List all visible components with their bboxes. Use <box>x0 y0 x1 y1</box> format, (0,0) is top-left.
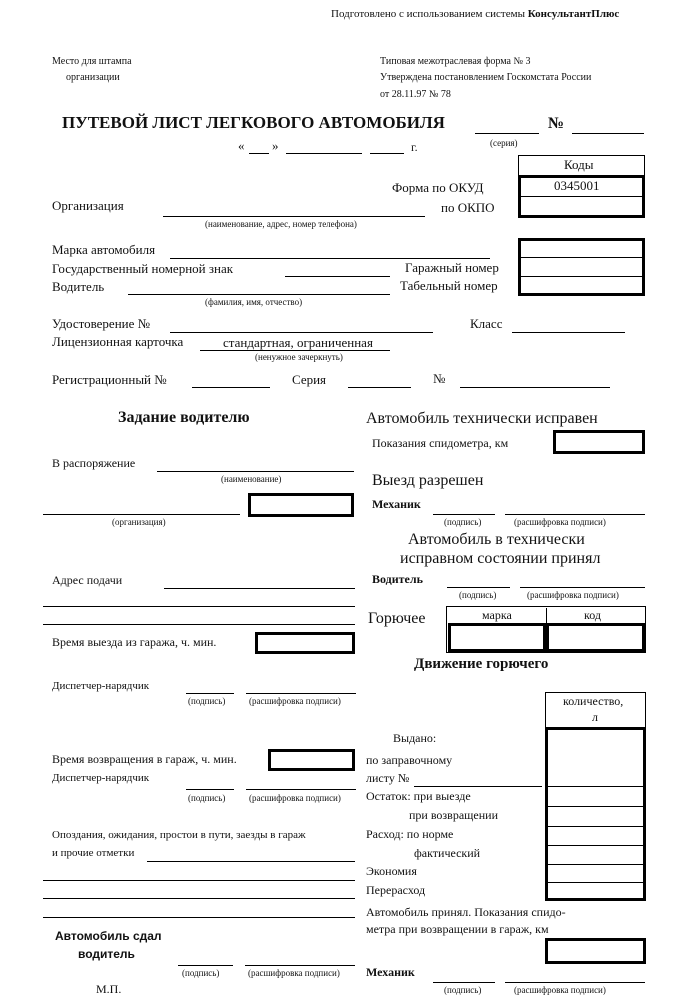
org-task-caption: (организация) <box>112 517 166 527</box>
delays-label-2: и прочие отметки <box>52 847 135 859</box>
accept-driver-sign-caption: (подпись) <box>459 590 497 600</box>
issued-label: Выдано: <box>393 731 437 745</box>
dispatcher-label: Диспетчер-нарядчик <box>52 680 150 692</box>
codes-divider <box>520 196 643 197</box>
month-field[interactable] <box>286 153 362 154</box>
org-field[interactable] <box>163 216 425 217</box>
consultant-brand: КонсультантПлюс <box>527 8 620 20</box>
accept-driver-label: Водитель <box>372 572 423 586</box>
use-actual-label: фактический <box>414 846 481 860</box>
handed-label-2: водитель <box>78 947 135 961</box>
stamp-label-2: организации <box>66 72 120 83</box>
license-card-label: Лицензионная карточка <box>52 334 184 349</box>
disposal-field[interactable] <box>157 471 354 472</box>
okpo-label: по ОКПО <box>441 200 495 215</box>
mechanic2-sign-field[interactable] <box>433 982 495 983</box>
disposal-caption: (наименование) <box>221 474 282 484</box>
license-card-field[interactable] <box>200 350 390 351</box>
quote-open: « <box>238 138 245 153</box>
dispatcher2-sign-caption: (подпись) <box>188 793 226 803</box>
dispatcher2-label: Диспетчер-нарядчик <box>52 772 150 784</box>
dispatcher2-decode-field[interactable] <box>246 789 356 790</box>
mechanic-decode-caption: (расшифровка подписи) <box>514 517 606 527</box>
ok-label: Автомобиль технически исправен <box>366 410 598 427</box>
reg-series-field[interactable] <box>348 387 411 388</box>
reg-number-field[interactable] <box>460 387 610 388</box>
vehicle-codes-divider-1 <box>520 257 643 258</box>
exit-allowed-label: Выезд разрешен <box>372 472 484 489</box>
accepted-label-2: исправном состоянии принял <box>400 550 601 567</box>
fuel-movement-title: Движение горючего <box>414 656 549 672</box>
mechanic-sign-caption: (подпись) <box>444 517 482 527</box>
personnel-no-label: Табельный номер <box>400 278 498 293</box>
plate-field[interactable] <box>285 276 390 277</box>
fuel-brand-cell[interactable] <box>448 623 546 652</box>
license-card-caption: (ненужное зачеркнуть) <box>255 352 343 362</box>
overuse-label: Перерасход <box>366 883 426 897</box>
qty-label-2: л <box>592 710 598 724</box>
qty-label-1: количество, <box>563 694 624 708</box>
okud-value: 0345001 <box>554 178 600 193</box>
remain-return-label: при возвращении <box>409 808 498 822</box>
dispatcher-decode-field[interactable] <box>246 693 356 694</box>
org-task-field[interactable] <box>43 514 240 515</box>
return-odometer-box[interactable] <box>545 938 646 964</box>
fuel-code-cell[interactable] <box>546 623 645 652</box>
economy-label: Экономия <box>366 864 417 878</box>
coupon-number-field[interactable] <box>414 786 542 787</box>
series-caption: (серия) <box>490 138 518 148</box>
qty-row-issued[interactable] <box>547 786 644 787</box>
handed-sign-caption: (подпись) <box>182 968 220 978</box>
consultant-note: Подготовлено с использованием системы КонсультантПлюс <box>331 8 620 20</box>
sheet-number-field[interactable] <box>572 133 644 134</box>
dispatcher-decode-caption: (расшифровка подписи) <box>249 696 341 706</box>
handed-decode-caption: (расшифровка подписи) <box>248 968 340 978</box>
dispatcher2-sign-field[interactable] <box>186 789 234 790</box>
use-norm-label: Расход: по норме <box>366 827 454 841</box>
fuel-brand-label: марка <box>482 608 512 622</box>
handed-label-1: Автомобиль сдал <box>55 929 162 943</box>
disposal-label: В распоряжение <box>52 456 136 470</box>
day-field[interactable] <box>249 153 269 154</box>
return-time-box[interactable] <box>268 749 355 771</box>
brand-label: Марка автомобиля <box>52 242 156 257</box>
delays-field-4[interactable] <box>43 917 355 918</box>
year-suffix: г. <box>411 140 418 154</box>
license-field[interactable] <box>170 332 433 333</box>
by-coupon-label-2: листу № <box>366 771 410 785</box>
vehicle-codes-divider-2 <box>520 276 643 277</box>
qty-row-economy[interactable] <box>547 882 644 883</box>
okud-label: Форма по ОКУД <box>392 180 484 195</box>
license-label: Удостоверение № <box>52 316 151 331</box>
accepted2-label-1: Автомобиль принял. Показания спидо- <box>366 905 566 919</box>
mechanic-decode-field[interactable] <box>505 514 645 515</box>
garage-no-label: Гаражный номер <box>405 260 499 275</box>
handed-decode-field[interactable] <box>245 965 355 966</box>
delays-field-3[interactable] <box>43 898 355 899</box>
delays-field-1[interactable] <box>147 861 355 862</box>
year-field[interactable] <box>370 153 404 154</box>
reg-no-field[interactable] <box>192 387 270 388</box>
task-title: Задание водителю <box>118 409 250 426</box>
driver-caption: (фамилия, имя, отчество) <box>205 297 303 307</box>
address-field-2[interactable] <box>43 606 355 607</box>
accept-driver-decode-field[interactable] <box>520 587 645 588</box>
series-label: Серия <box>292 372 327 387</box>
qty-row-actual[interactable] <box>547 864 644 865</box>
delays-field-2[interactable] <box>43 880 355 881</box>
accept-driver-decode-caption: (расшифровка подписи) <box>527 590 619 600</box>
return-label: Время возвращения в гараж, ч. мин. <box>52 752 237 766</box>
form-line-3: от 28.11.97 № 78 <box>380 89 451 100</box>
qty-row-remain-exit[interactable] <box>547 806 644 807</box>
dispatcher-sign-field[interactable] <box>186 693 234 694</box>
fuel-header-divider <box>546 608 547 624</box>
dispatcher2-decode-caption: (расшифровка подписи) <box>249 793 341 803</box>
page-title: ПУТЕВОЙ ЛИСТ ЛЕГКОВОГО АВТОМОБИЛЯ <box>62 113 445 132</box>
accepted2-label-2: метра при возвращении в гараж, км <box>366 922 549 936</box>
class-field[interactable] <box>512 332 625 333</box>
by-coupon-label-1: по заправочному <box>366 753 453 767</box>
class-label: Класс <box>470 316 503 331</box>
driver-field[interactable] <box>128 294 390 295</box>
mechanic2-decode-field[interactable] <box>505 982 645 983</box>
reg-number-sign: № <box>433 371 446 386</box>
address-field-3[interactable] <box>43 624 355 625</box>
dispatcher-sign-caption: (подпись) <box>188 696 226 706</box>
mp-label: М.П. <box>96 982 122 996</box>
mechanic-label: Механик <box>372 497 421 511</box>
handed-sign-field[interactable] <box>178 965 233 966</box>
number-sign: № <box>548 115 565 132</box>
address-label: Адрес подачи <box>52 573 123 587</box>
vehicle-codes-box <box>518 238 645 296</box>
odometer-box[interactable] <box>553 430 645 454</box>
fuel-code-label: код <box>584 608 601 622</box>
mechanic-sign-field[interactable] <box>433 514 495 515</box>
departure-label: Время выезда из гаража, ч. мин. <box>52 635 217 649</box>
qty-row-remain-return[interactable] <box>547 826 644 827</box>
codes-header: Коды <box>564 157 594 172</box>
qty-row-norm[interactable] <box>547 845 644 846</box>
org-label: Организация <box>52 198 124 213</box>
delays-label-1: Опоздания, ожидания, простои в пути, заезды в гараж <box>52 829 306 841</box>
odometer-label: Показания спидометра, км <box>372 436 509 450</box>
departure-time-box[interactable] <box>255 632 355 654</box>
org-code-box[interactable] <box>248 493 354 517</box>
org-caption: (наименование, адрес, номер телефона) <box>205 219 357 229</box>
mechanic2-sign-caption: (подпись) <box>444 985 482 995</box>
driver-label: Водитель <box>52 279 105 294</box>
accepted-label-1: Автомобиль в технически <box>408 531 585 548</box>
accept-driver-sign-field[interactable] <box>447 587 510 588</box>
qty-box <box>545 727 646 901</box>
address-field-1[interactable] <box>164 588 355 589</box>
series-field[interactable] <box>475 133 539 134</box>
plate-label: Государственный номерной знак <box>52 261 234 276</box>
brand-field[interactable] <box>170 258 490 259</box>
license-card-value: стандартная, ограниченная <box>223 335 373 350</box>
stamp-label-1: Место для штампа <box>52 56 132 67</box>
mechanic2-label: Механик <box>366 965 415 979</box>
quote-close: » <box>272 138 279 153</box>
form-line-1: Типовая межотраслевая форма № 3 <box>380 56 531 67</box>
form-line-2: Утверждена постановлением Госкомстата России <box>380 72 592 83</box>
reg-no-label: Регистрационный № <box>52 372 167 387</box>
mechanic2-decode-caption: (расшифровка подписи) <box>514 985 606 995</box>
fuel-label: Горючее <box>368 610 426 627</box>
remain-exit-label: Остаток: при выезде <box>366 789 471 803</box>
